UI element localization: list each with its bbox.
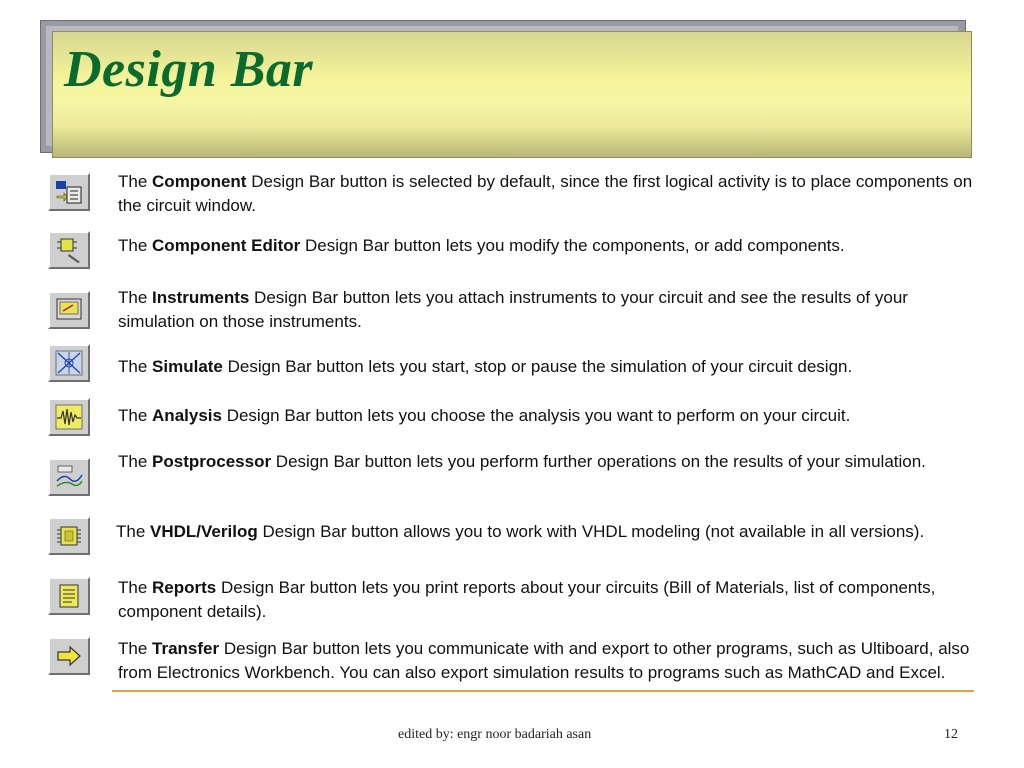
item-description: The Simulate Design Bar button lets you start, stop or pause the simulation of your circuit design. <box>118 357 853 376</box>
component-icon[interactable] <box>48 173 90 211</box>
item-description: The Component Editor Design Bar button lets you modify the components, or add components. <box>118 236 845 255</box>
slide-title: Design Bar <box>64 41 314 98</box>
item-name: Component Editor <box>152 236 301 255</box>
instruments-icon[interactable] <box>48 291 90 329</box>
item-description: The Postprocessor Design Bar button lets you perform further operations on the results of your simulation. <box>118 452 926 471</box>
transfer-icon[interactable] <box>48 637 90 675</box>
item-description: The VHDL/Verilog Design Bar button allows you to work with VHDL modeling (not available in all versions). <box>116 522 925 541</box>
vhdl-verilog-icon[interactable] <box>48 517 90 555</box>
footer-credit: edited by: engr noor badariah asan <box>398 727 592 742</box>
simulate-icon[interactable] <box>48 344 90 382</box>
item-name: Simulate <box>152 357 223 376</box>
item-description: The Instruments Design Bar button lets you attach instruments to your circuit and see the results of your simulation on those instruments. <box>118 288 908 331</box>
item-name: Analysis <box>152 406 222 425</box>
item-description: The Reports Design Bar button lets you print reports about your circuits (Bill of Materials, list of components, component details). <box>118 578 936 621</box>
item-description: The Transfer Design Bar button lets you communicate with and export to other programs, such as Ultiboard, also from Electronics Workbench. You can also export simulation results to programs such as MathCAD and Excel. <box>118 639 970 682</box>
item-name: VHDL/Verilog <box>150 522 258 541</box>
analysis-icon[interactable] <box>48 398 90 436</box>
item-description: The Analysis Design Bar button lets you choose the analysis you want to perform on your circuit. <box>118 406 851 425</box>
postprocessor-icon[interactable] <box>48 458 90 496</box>
reports-icon[interactable] <box>48 577 90 615</box>
item-name: Postprocessor <box>152 452 272 471</box>
item-name: Instruments <box>152 288 250 307</box>
item-description: The Component Design Bar button is selected by default, since the first logical activity is to place components on the circuit window. <box>118 172 973 215</box>
component-editor-icon[interactable] <box>48 231 90 269</box>
item-name: Component <box>152 172 247 191</box>
item-name: Transfer <box>152 639 220 658</box>
footer-divider <box>112 690 974 692</box>
page-number: 12 <box>944 727 958 742</box>
item-name: Reports <box>152 578 217 597</box>
